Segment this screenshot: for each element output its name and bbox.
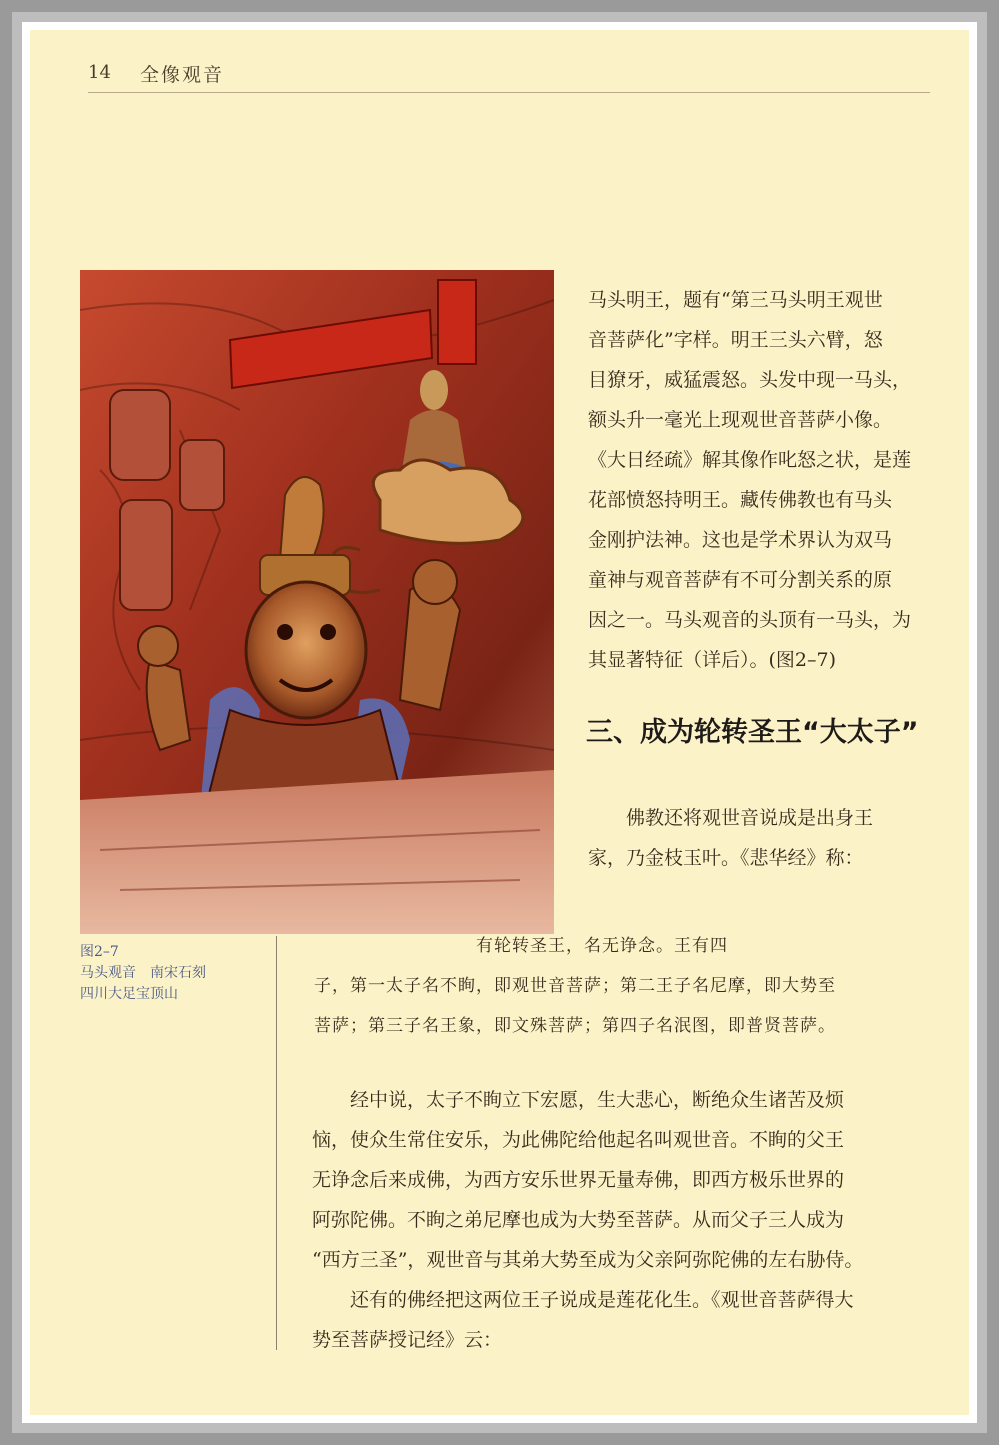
paragraph-royal-birth	[588, 798, 930, 878]
caption-divider	[276, 936, 277, 1350]
body-text	[312, 1080, 932, 1360]
page-frame-inner	[22, 22, 977, 1423]
text-line: 恼，使众生常住安乐，为此佛陀给他起名叫观世音。不眴的父王	[312, 1129, 845, 1151]
scripture-quote	[314, 926, 934, 1046]
text-line: 目獠牙，威猛震怒。头发中现一马头，	[588, 369, 912, 391]
text-line: “西方三圣”，观世音与其弟大势至成为父亲阿弥陀佛的左右胁侍。	[312, 1249, 864, 1271]
book-page	[30, 30, 969, 1415]
text-line: 无诤念后来成佛，为西方安乐世界无量寿佛，即西方极乐世界的	[312, 1169, 845, 1191]
quote-line: 子，第一太子名不眴，即观世音菩萨；第二王子名尼摩，即大势至	[314, 976, 836, 996]
caption-line-1: 马头观音 南宋石刻	[80, 965, 206, 981]
figure-label: 图2–7	[80, 944, 119, 960]
text-line: 马头明王，题有“第三马头明王观世	[588, 289, 883, 311]
text-line: 势至菩萨授记经》云：	[312, 1329, 503, 1351]
figure-photo-horse-head-guanyin	[80, 270, 554, 934]
text-line: 还有的佛经把这两位王子说成是莲花化生。《观世音菩萨得大	[312, 1289, 854, 1311]
running-title: 全像观音	[140, 64, 225, 86]
text-line: 阿弥陀佛。不眴之弟尼摩也成为大势至菩萨。从而父子三人成为	[312, 1209, 845, 1231]
text-line: 音菩萨化”字样。明王三头六臂，怒	[588, 329, 883, 351]
stone-carving-image	[80, 270, 554, 934]
text-line: 因之一。马头观音的头顶有一马头，为	[588, 609, 912, 631]
page-frame-outer	[12, 12, 987, 1433]
caption-line-2: 四川大足宝顶山	[80, 986, 178, 1002]
text-line: 童神与观音菩萨有不可分割关系的原	[588, 569, 893, 591]
text-line: 金刚护法神。这也是学术界认为双马	[588, 529, 893, 551]
text-line: 花部愤怒持明王。藏传佛教也有马头	[588, 489, 893, 511]
quote-line: 菩萨；第三子名王象，即文殊菩萨；第四子名泯图，即普贤菩萨。	[314, 1016, 836, 1036]
section-heading: 三、成为轮转圣王“大太子”	[586, 717, 919, 748]
wrathful-deity-face	[246, 582, 366, 718]
quote-line: 有轮转圣王，名无诤念。王有四	[314, 936, 728, 956]
text-line: 佛教还将观世音说成是出身王	[588, 807, 874, 829]
page-number: 14	[88, 62, 111, 83]
text-line: 额头升一毫光上现观世音菩萨小像。	[588, 409, 893, 431]
text-line: 经中说，太子不眴立下宏愿，生大悲心，断绝众生诸苦及烦	[312, 1089, 845, 1111]
page-header	[88, 58, 930, 93]
text-line: 家，乃金枝玉叶。《悲华经》称：	[588, 847, 864, 869]
paragraph-horse-head-king	[588, 280, 930, 680]
figure-caption	[80, 942, 280, 1005]
text-line: 其显著特征（详后）。(图2–7)	[588, 649, 837, 671]
text-line: 《大日经疏》解其像作叱怒之状，是莲	[588, 449, 912, 471]
